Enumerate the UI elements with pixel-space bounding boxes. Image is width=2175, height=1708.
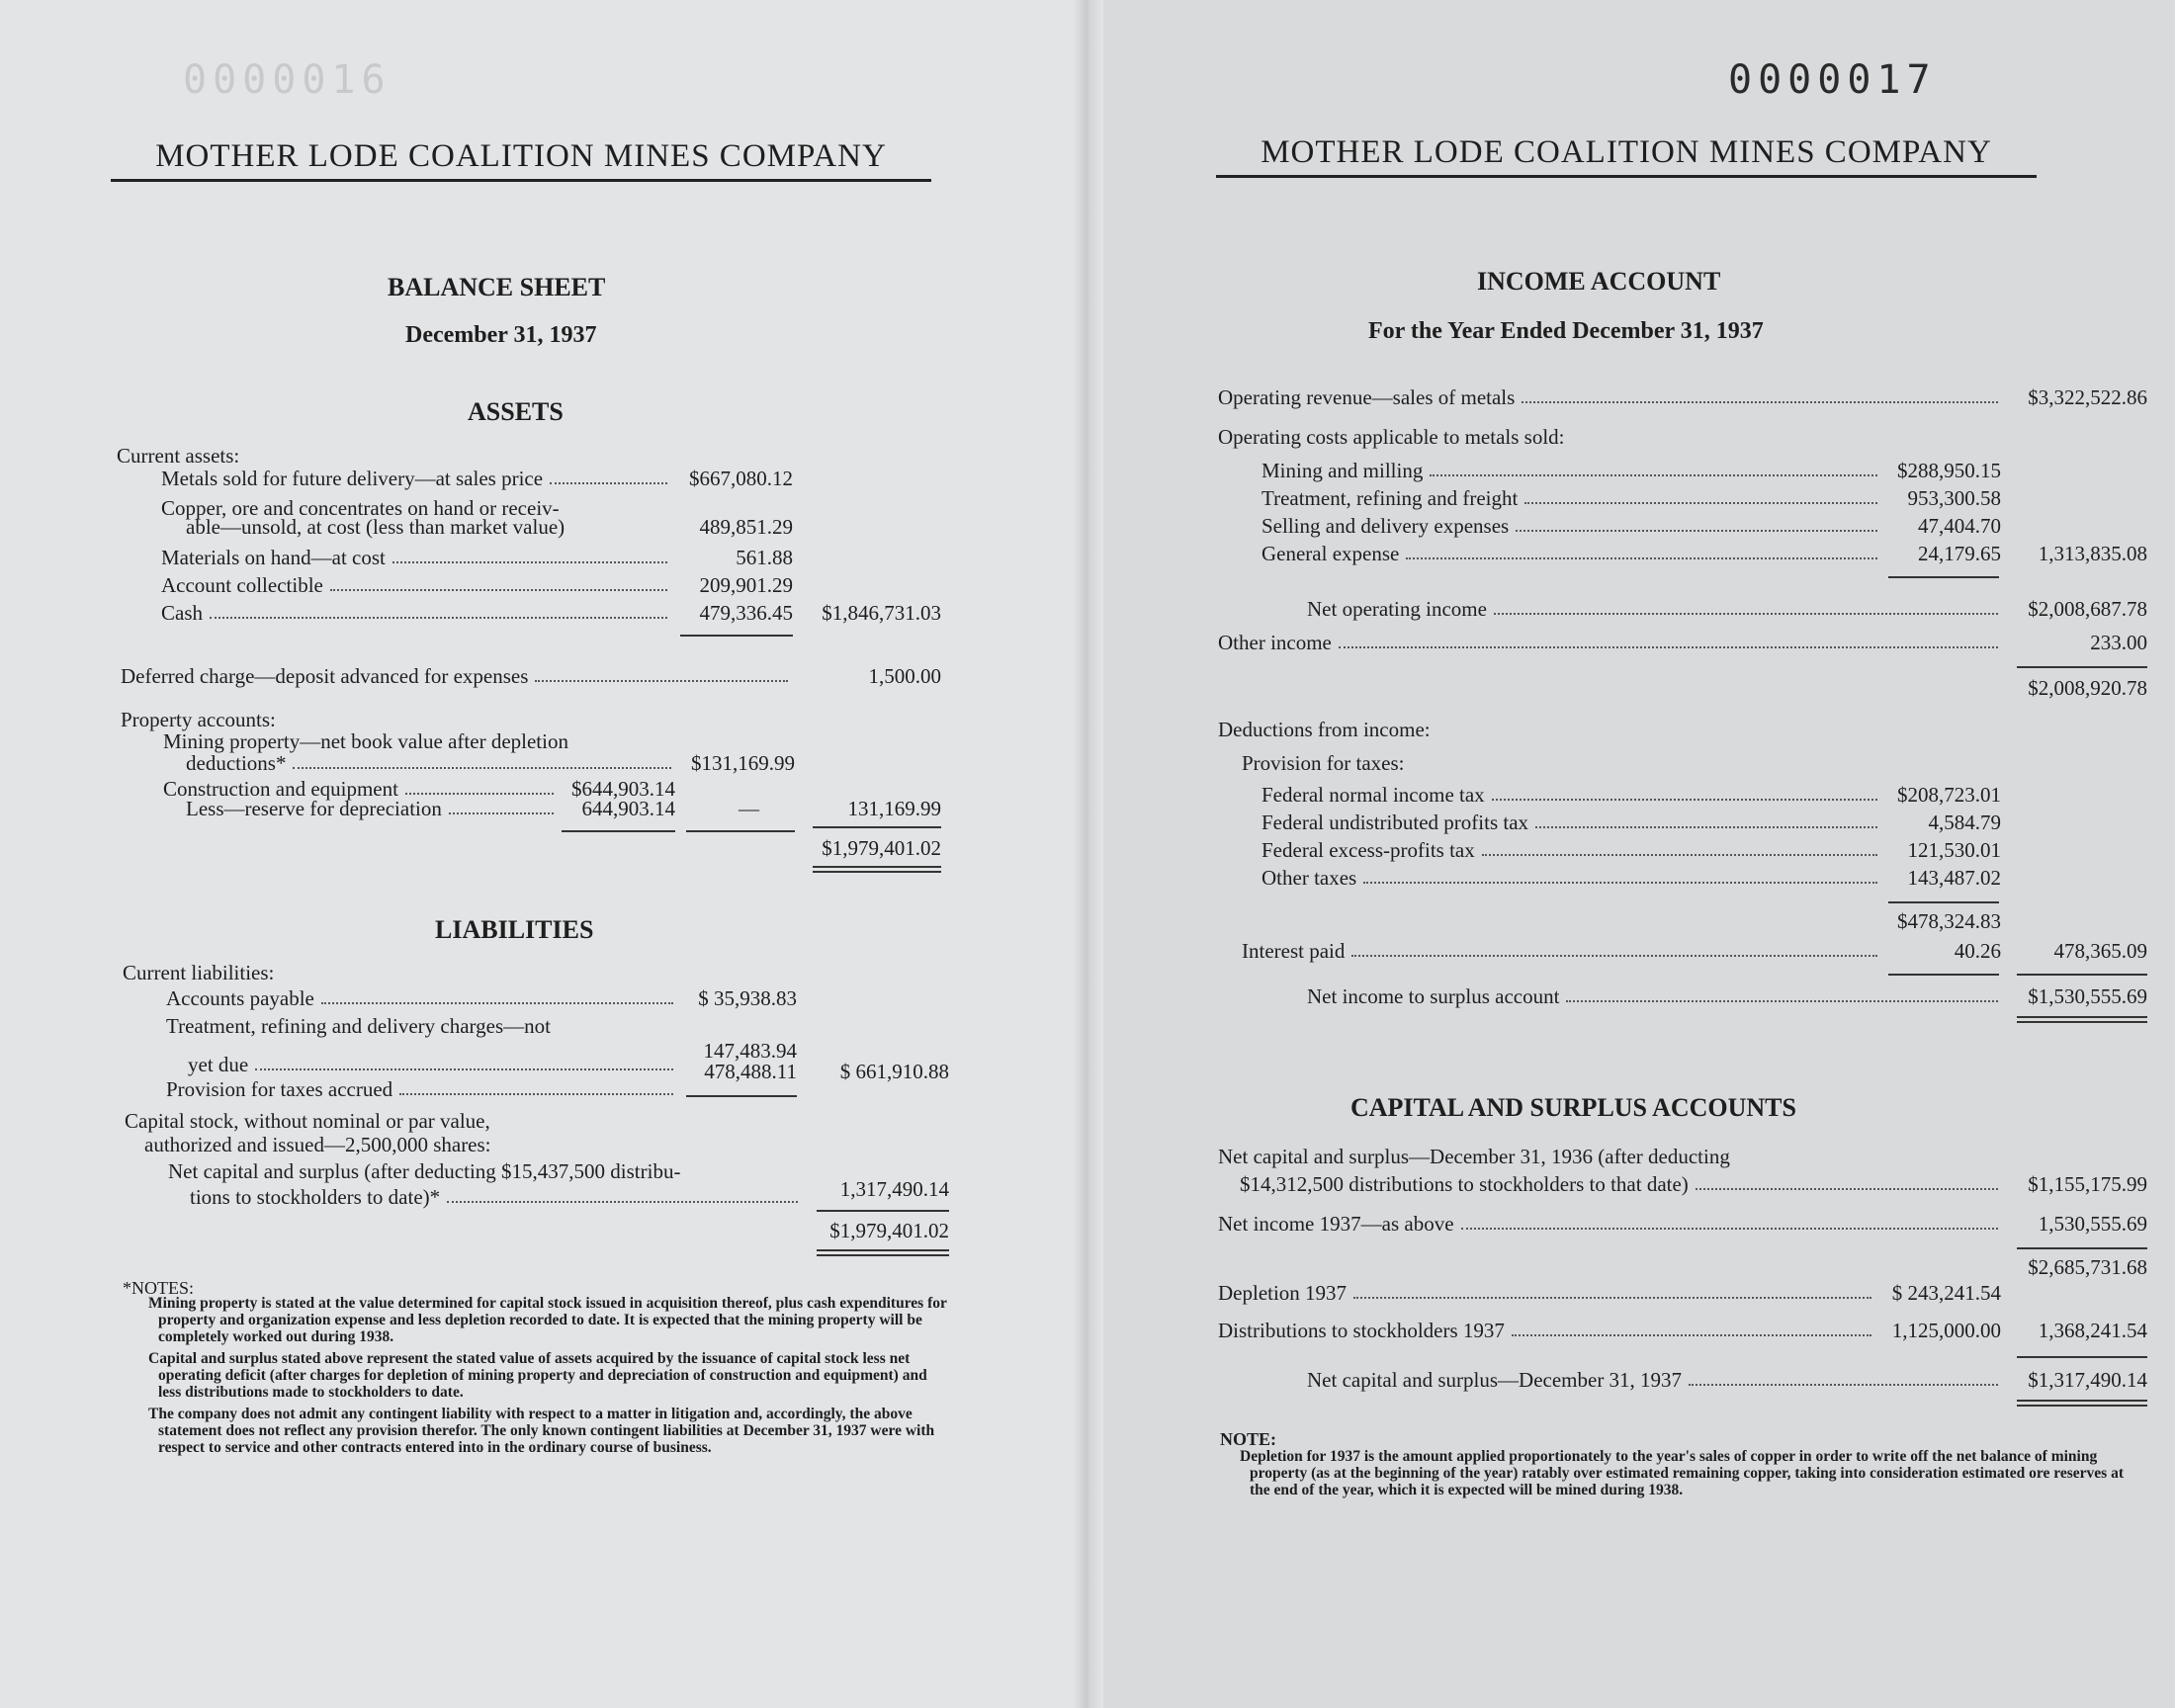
row-depreciation-reserve: [0, 797, 1088, 824]
liabilities-heading: LIABILITIES: [435, 915, 594, 944]
row-label: Account collectible: [161, 573, 323, 597]
row-account-collectible: [0, 573, 1088, 601]
income-subtotal: $2,008,920.78: [2028, 676, 2147, 700]
rule: [686, 1095, 797, 1097]
row-capital-1936: [1095, 1172, 2175, 1200]
capital-surplus-heading: CAPITAL AND SURPLUS ACCOUNTS: [1350, 1093, 1796, 1122]
row-label: Operating revenue—sales of metals: [1218, 385, 1516, 409]
rule: [562, 830, 675, 832]
note-heading: NOTE:: [1220, 1429, 1277, 1449]
treatment-charges-line1: Treatment, refining and delivery charges—not: [166, 1014, 551, 1038]
current-liabilities-label: Current liabilities:: [123, 961, 275, 984]
rule: [680, 635, 793, 637]
row-other-income: [1095, 631, 2175, 658]
row-label: Other taxes: [1262, 866, 1357, 890]
col1-value: 40.26: [1954, 939, 2001, 963]
row-operating-revenue: [1095, 385, 2175, 413]
row-label: Federal normal income tax: [1262, 783, 1485, 807]
row-net-capital-surplus: [0, 1177, 1088, 1209]
copper-label-line1: Copper, ore and concentrates on hand or receiv-: [161, 496, 560, 520]
col2-value: $2,008,687.78: [2028, 597, 2147, 621]
row-label: Treatment, refining and freight: [1262, 486, 1519, 510]
row-net-income-1937: [1095, 1212, 2175, 1239]
row-net-income-surplus: [1095, 984, 2175, 1012]
row-label: Depletion 1937: [1218, 1281, 1348, 1305]
row-label: $14,312,500 distributions to stockholders to that date): [1240, 1172, 1689, 1196]
col2-value: 1,313,835.08: [2038, 542, 2147, 565]
page-stamp: 0000017: [1728, 57, 1937, 103]
depletion-note-text: Depletion for 1937 is the amount applied proportionately to the year's sales of copper in order to write off the net balance of mining property (as at the beginning of the year) ratably over estimated remaining copper, taking into consideration estimated ore reserves at the end of the year, which it is expected will be mined during 1938.: [1240, 1448, 2124, 1498]
assets-total: $1,979,401.02: [822, 836, 941, 860]
liabilities-total: $1,979,401.02: [829, 1219, 949, 1242]
rule: [1888, 974, 1999, 976]
rule: [813, 826, 941, 828]
col1-value: 489,851.29: [699, 515, 793, 539]
col1-value: 24,179.65: [1918, 542, 2001, 565]
row-label: Construction and equipment: [163, 777, 398, 801]
double-rule: [817, 1249, 949, 1256]
row-cash: [0, 601, 1088, 629]
double-rule: [813, 866, 941, 873]
income-account-title: INCOME ACCOUNT: [1477, 267, 1721, 296]
col2-value: 1,317,490.14: [839, 1177, 949, 1201]
row-label: Distributions to stockholders 1937: [1218, 1319, 1505, 1342]
row-label: Net capital and surplus—December 31, 1937: [1307, 1368, 1683, 1392]
rule: [1888, 576, 1999, 578]
rule: [686, 830, 795, 832]
operating-costs-label: Operating costs applicable to metals sold:: [1218, 425, 1565, 449]
row-label: Other income: [1218, 631, 1332, 654]
row-label: Mining and milling: [1262, 459, 1424, 482]
col1-value: 121,530.01: [1907, 838, 2001, 862]
col3-value: 131,169.99: [847, 797, 941, 820]
provision-taxes-label: Provision for taxes:: [1242, 751, 1405, 775]
capital-1936-line1: Net capital and surplus—December 31, 1936 (after deducting: [1218, 1145, 1730, 1168]
rule: [2017, 666, 2147, 668]
col1-value: 953,300.58: [1907, 486, 2001, 510]
row-federal-undistributed-tax: [1095, 811, 2175, 838]
row-deferred-charge: [0, 664, 1088, 692]
row-metals-sold: [0, 467, 1088, 494]
col2-value: $ 661,910.88: [839, 1060, 949, 1083]
row-label: tions to stockholders to date)*: [190, 1185, 441, 1209]
row-capital-1937: [1095, 1368, 2175, 1396]
col1-value: 479,336.45: [699, 601, 793, 625]
company-title: MOTHER LODE COALITION MINES COMPANY: [111, 138, 931, 182]
row-label: Less—reserve for depreciation: [186, 797, 442, 820]
note-contingent-liability: The company does not admit any contingent liability with respect to a matter in litigation and, accordingly, the above statement does not reflect any provision therefor. The only known contingent liabilities at December 31, 1937 were with respect to service and other contracts entered into in the ordinary course of business.: [148, 1406, 935, 1456]
rule: [817, 1210, 949, 1212]
col1-value: 209,901.29: [699, 573, 793, 597]
row-label: Materials on hand—at cost: [161, 546, 386, 569]
row-label: Net income 1937—as above: [1218, 1212, 1454, 1236]
col2-value: 233.00: [2090, 631, 2147, 654]
row-label: Net income to surplus account: [1307, 984, 1560, 1008]
col1-value: 143,487.02: [1907, 866, 2001, 890]
col2-value: $3,322,522.86: [2028, 385, 2147, 409]
notes-heading: *NOTES:: [123, 1278, 194, 1298]
row-label: Cash: [161, 601, 203, 625]
tax-total: $478,324.83: [1897, 909, 2001, 933]
double-rule: [2017, 1400, 2147, 1407]
col2-value: 478,365.09: [2053, 939, 2147, 963]
note-capital-surplus: Capital and surplus stated above represent the stated value of assets acquired by the issuance of capital stock less net operating deficit (after charges for depletion of mining property and depreciation of construction and equipment) and less distributions made to stockholders to date.: [148, 1350, 927, 1401]
current-assets-label: Current assets:: [117, 444, 240, 468]
note-mining-property: Mining property is stated at the value determined for capital stock issued in acquisition thereof, plus cash expenditures for property and organization expense and less depletion recorded to date. It is expected that the mining property will be completely worked out during 1938.: [148, 1295, 947, 1345]
col1-value: 478,488.11: [704, 1060, 797, 1083]
row-accounts-payable: [0, 986, 1088, 1014]
deductions-label: Deductions from income:: [1218, 718, 1431, 741]
col2-value: $1,317,490.14: [2028, 1368, 2147, 1392]
row-federal-excess-profits-tax: [1095, 838, 2175, 866]
col1-value: $288,950.15: [1897, 459, 2001, 482]
row-label: Net operating income: [1307, 597, 1487, 621]
capital-stock-line1: Capital stock, without nominal or par value,: [125, 1109, 490, 1133]
col1-value: $ 243,241.54: [1891, 1281, 2001, 1305]
row-label: yet due: [188, 1053, 249, 1076]
row-depletion-1937: [1095, 1281, 2175, 1309]
row-label: Federal undistributed profits tax: [1262, 811, 1529, 834]
company-title: MOTHER LODE COALITION MINES COMPANY: [1216, 134, 2037, 178]
row-taxes-accrued: [0, 1060, 1088, 1101]
col1-value: 1,125,000.00: [1891, 1319, 2001, 1342]
row-materials: [0, 546, 1088, 573]
mining-property-line1: Mining property—net book value after depletion: [163, 729, 568, 753]
property-accounts-label: Property accounts:: [121, 708, 276, 731]
capital-stock-line2: authorized and issued—2,500,000 shares:: [144, 1133, 491, 1156]
row-treatment-refining: [1095, 486, 2175, 514]
row-copper-ore: [0, 515, 1088, 543]
balance-sheet-date: December 31, 1937: [405, 322, 597, 348]
double-rule: [2017, 1016, 2147, 1023]
row-other-taxes: [1095, 866, 2175, 894]
row-label: deductions*: [186, 751, 287, 775]
rule: [2017, 974, 2147, 976]
col2-value: $1,530,555.69: [2028, 984, 2147, 1008]
row-label: Interest paid: [1242, 939, 1346, 963]
balance-sheet-title: BALANCE SHEET: [388, 273, 606, 301]
row-net-operating-income: [1095, 597, 2175, 625]
row-interest-paid: [1095, 939, 2175, 967]
col1-value: $ 35,938.83: [698, 986, 797, 1010]
row-mining-property: [0, 751, 1088, 779]
rule: [2017, 1356, 2147, 1358]
row-label: Federal excess-profits tax: [1262, 838, 1475, 862]
row-label: Provision for taxes accrued: [166, 1077, 393, 1101]
col2-value: —: [739, 797, 759, 820]
row-general-expense: [1095, 542, 2175, 569]
net-capital-line1: Net capital and surplus (after deducting $15,437,500 distribu-: [168, 1159, 681, 1183]
ghost-page-stamp: 0000016: [183, 57, 392, 103]
row-label: Selling and delivery expenses: [1262, 514, 1510, 538]
right-page: [1095, 0, 2175, 1708]
col2-value: 1,530,555.69: [2038, 1212, 2147, 1236]
row-selling-delivery: [1095, 514, 2175, 542]
assets-heading: ASSETS: [468, 397, 564, 426]
row-label: Deferred charge—deposit advanced for expenses: [121, 664, 529, 688]
row-mining-milling: [1095, 459, 2175, 486]
col1-value: $667,080.12: [689, 467, 793, 490]
depletion-note: [1240, 1448, 2147, 1503]
col2-value: $1,846,731.03: [822, 601, 941, 625]
col2-value: $1,155,175.99: [2028, 1172, 2147, 1196]
income-account-period: For the Year Ended December 31, 1937: [1368, 318, 1764, 344]
row-label: able—unsold, at cost (less than market value): [186, 515, 566, 539]
col1-value: 47,404.70: [1918, 514, 2001, 538]
row-label: Metals sold for future delivery—at sales price: [161, 467, 544, 490]
col1-value: 147,483.94: [703, 1039, 797, 1063]
row-label: General expense: [1262, 542, 1400, 565]
col1-value: 561.88: [736, 546, 793, 569]
col1-value: $644,903.14: [571, 777, 675, 801]
col2-value: 1,368,241.54: [2038, 1319, 2147, 1342]
col1-value: $208,723.01: [1897, 783, 2001, 807]
capital-subtotal: $2,685,731.68: [2028, 1255, 2147, 1279]
row-label: Accounts payable: [166, 986, 314, 1010]
rule: [1888, 901, 1999, 903]
col2-value: $131,169.99: [691, 751, 795, 775]
col1-value: 4,584.79: [1928, 811, 2001, 834]
row-distributions-1937: [1095, 1319, 2175, 1346]
row-federal-normal-tax: [1095, 783, 2175, 811]
col1-value: 644,903.14: [581, 797, 675, 820]
rule: [2017, 1247, 2147, 1249]
col3-value: 1,500.00: [868, 664, 941, 688]
balance-sheet-notes: [148, 1295, 951, 1461]
